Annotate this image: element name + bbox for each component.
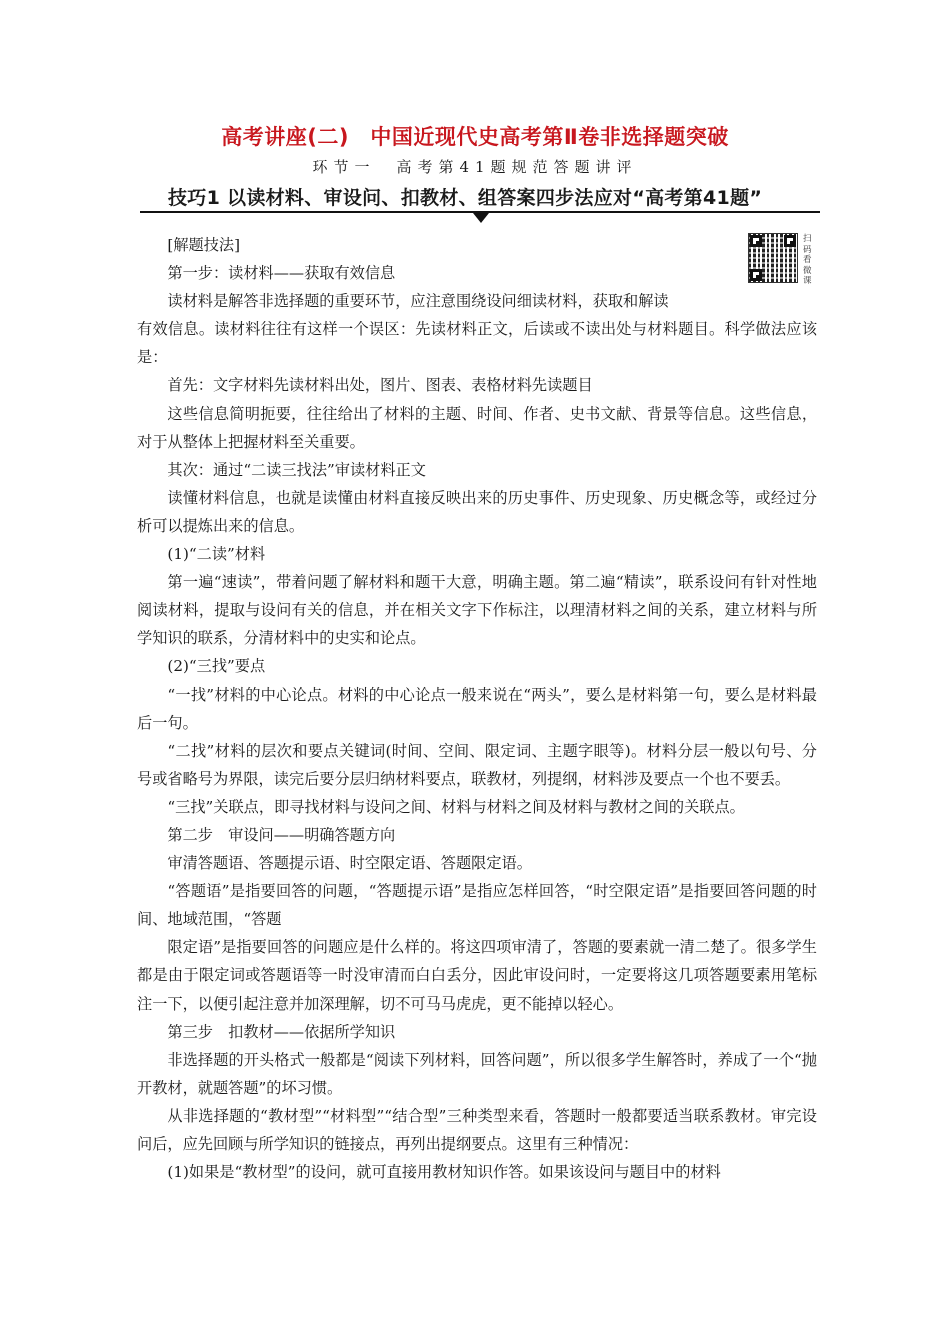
section-subtitle: 环节一 高考第41题规范答题讲评 [312, 158, 638, 176]
paragraph: (2)“三找”要点 [167, 657, 266, 676]
paragraph: 非选择题的开头格式一般都是“阅读下列材料，回答问题”，所以很多学生解答时，养成了一个“抛开教材，就题答题”的坏习惯。 [137, 1050, 817, 1097]
paragraph: 从非选择题的“教材型”“材料型”“结合型”三种类型来看，答题时一般都要适当联系教材。审完设问后，应先回顾与所学知识的链接点，再列出提纲要点。这里有三种情况： [137, 1106, 817, 1153]
paragraph: 读材料是解答非选择题的重要环节，应注意围绕设问细读材料，获取和解读 [167, 292, 669, 311]
paragraph: 首先：文字材料先读材料出处，图片、图表、表格材料先读题目 [167, 376, 593, 395]
paragraph: 这些信息简明扼要，往往给出了材料的主题、时间、作者、史书文献、背景等信息。这些信息，对于从整体上把握材料至关重要。 [137, 404, 817, 451]
paragraph: 第二步 审设问——明确答题方向 [167, 825, 396, 844]
paragraph: 第一步：读材料——获取有效信息 [167, 264, 396, 283]
paragraph: “三找”关联点，即寻找材料与设问之间、材料与材料之间及材料与教材之间的关联点。 [167, 797, 745, 816]
paragraph: 第三步 扣教材——依据所学知识 [167, 1022, 396, 1041]
paragraph: (1)如果是“教材型”的设问，就可直接用教材知识作答。如果该设问与题目中的材料 [167, 1163, 721, 1182]
paragraph: 有效信息。读材料往往有这样一个误区：先读材料正文，后读或不读出处与材料题目。科学做法应该是： [137, 320, 817, 367]
paragraph: 审清答题语、答题提示语、时空限定语、答题限定语。 [167, 854, 532, 873]
qr-label: 扫码看微课 [803, 234, 812, 286]
paragraph: 限定语”是指要回答的问题应是什么样的。将这四项审清了，答题的要素就一清二楚了。很多学生都是由于限定词或答题语等一时没审清而白白丢分，因此审设问时，一定要将这几项答题要素用笔标注一下，以便引起注意并加深理解，切不可马马虎虎，更不能掉以轻心。 [137, 938, 817, 1013]
paragraph: “一找”材料的中心论点。材料的中心论点一般来说在“两头”，要么是材料第一句，要么是材料最后一句。 [137, 685, 817, 732]
lecture-title: 高考讲座(二) 中国近现代史高考第Ⅱ卷非选择题突破 [221, 125, 729, 149]
paragraph: 读懂材料信息，也就是读懂由材料直接反映出来的历史事件、历史现象、历史概念等，或经过分析可以提炼出来的信息。 [137, 488, 817, 535]
paragraph: (1)“二读”材料 [167, 545, 266, 564]
skill-heading: 技巧1 以读材料、审设问、扣教材、组答案四步法应对“高考第41题” [168, 187, 763, 209]
paragraph: 其次：通过“二读三找法”审读材料正文 [167, 460, 426, 479]
paragraph: 第一遍“速读”，带着问题了解材料和题干大意，明确主题。第二遍“精读”，联系设问有针对性地阅读材料，提取与设问有关的信息，并在相关文字下作标注，以理清材料之间的关系，建立材料与所学知识的联系，分清材料中的史实和论点。 [137, 573, 817, 648]
paragraph: “答题语”是指要回答的问题，“答题提示语”是指应怎样回答，“时空限定语”是指要回答问题的时间、地域范围，“答题 [137, 882, 817, 929]
paragraph: [解题技法] [167, 236, 240, 254]
paragraph: “二找”材料的层次和要点关键词(时间、空间、限定词、主题字眼等)。材料分层一般以句号、分号或省略号为界限，读完后要分层归纳材料要点，联教材，列提纲，材料涉及要点一个也不要丢。 [137, 741, 817, 788]
down-arrow-icon [473, 213, 489, 223]
body-text [137, 231, 817, 1186]
